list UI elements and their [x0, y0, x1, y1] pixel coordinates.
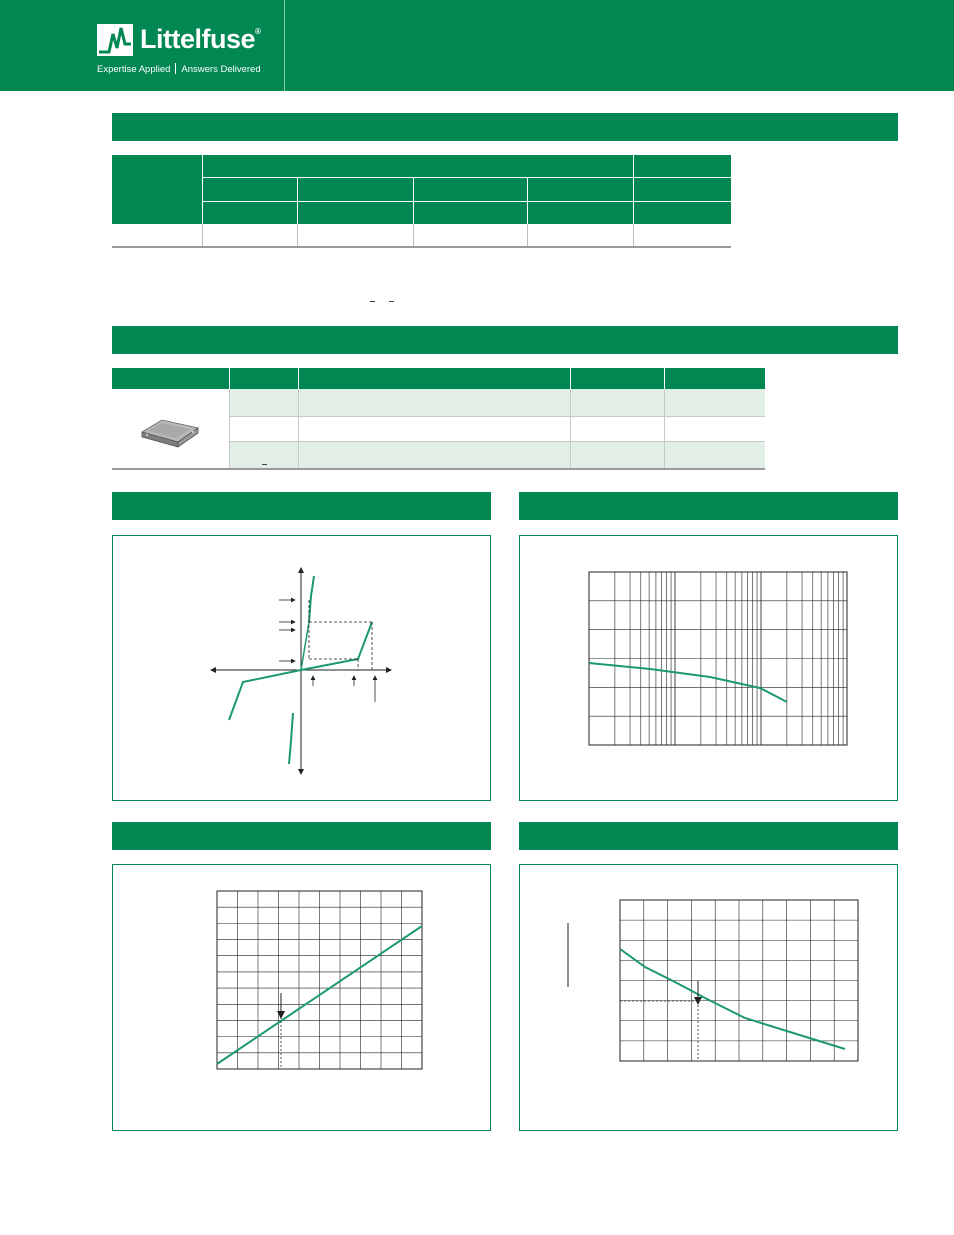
- iv-curve-diagram: [113, 536, 490, 800]
- section-bar-chart2: [519, 492, 898, 520]
- section-bar-chart4: [519, 822, 898, 850]
- packaging-table: [112, 368, 765, 470]
- chart-panel-3: [112, 864, 491, 1131]
- chart-panel-2: [519, 535, 898, 801]
- brand-name: Littelfuse®: [140, 24, 261, 54]
- chart-panel-4: [519, 864, 898, 1131]
- chart-4-plot: [520, 865, 897, 1130]
- tagline: Expertise Applied Answers Delivered: [97, 64, 261, 75]
- note-mark: [389, 301, 394, 302]
- littelfuse-logo-icon: [97, 24, 133, 56]
- header-divider: [284, 0, 285, 91]
- section-bar-chart1: [112, 492, 491, 520]
- smd-package-icon: [140, 418, 200, 448]
- chart-2-plot: [520, 536, 897, 800]
- section-bar-packaging: [112, 326, 898, 354]
- chart-3-plot: [113, 865, 490, 1130]
- note-mark: [370, 301, 375, 302]
- section-bar-chart3: [112, 822, 491, 850]
- page-header: [0, 0, 954, 91]
- chart-panel-iv: [112, 535, 491, 801]
- ratings-table: [112, 155, 731, 248]
- section-bar-ratings: [112, 113, 898, 141]
